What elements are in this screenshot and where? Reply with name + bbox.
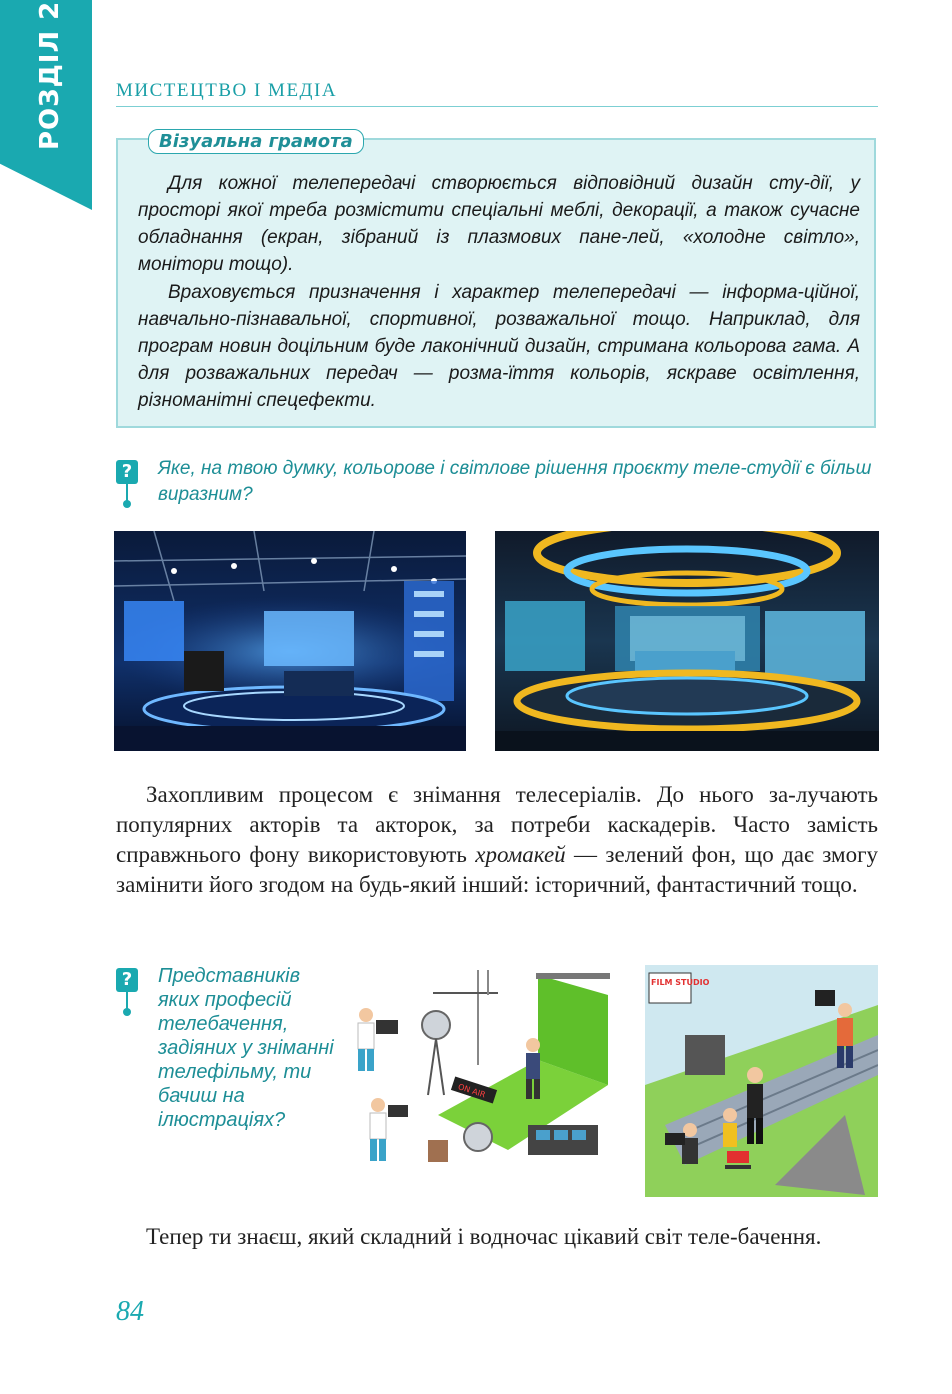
chromakey-term: хромакей xyxy=(475,842,566,867)
page-number: 84 xyxy=(116,1296,144,1327)
studio-photo-yellow xyxy=(495,531,879,751)
question-icon xyxy=(116,460,140,486)
director-chair xyxy=(725,1151,751,1169)
film-studio-label: FILM STUDIO xyxy=(651,978,710,987)
body-paragraph-1 xyxy=(116,780,878,900)
on-air-label: ON AIR xyxy=(456,1082,487,1100)
info-box-label: Візуальна грамота xyxy=(148,129,364,154)
studio-yellow-image xyxy=(495,531,879,751)
info-paragraph-2: Враховується призначення і характер телепередачі — інформа-ційної, навчально-пізнавальної, спортивної, розважальної тощо. Наприклад, для програм новин доцільним буде лаконічний дизайн, стримана кольорова гама. А для розважальних передач — розма-їття кольорів, яскраве освітлення, різноманітні спецефекти. xyxy=(138,282,860,411)
question-1: Яке, на твою думку, кольорове і світлове рішення проєкту теле-студії є більш виразним? xyxy=(158,458,872,505)
running-header: МИСТЕЦТВО І МЕДІА xyxy=(116,80,878,107)
studio-photo-blue xyxy=(114,531,466,751)
body-paragraph-2: Тепер ти знаєш, який складний і водночас цікавий світ теле-бачення. xyxy=(146,1224,822,1249)
question-2: Представників яких професій телебачення, задіяних у зніманні телефільму, ти бачиш на ілюстраціях? xyxy=(158,965,334,1131)
filmstudio-illustration xyxy=(645,965,878,1197)
body-paragraph-1-end: — зелений фон, що дає змогу замінити його згодом на будь-який інший: історичний, фантастичний тощо. xyxy=(116,842,879,897)
question-mark-icon: ? xyxy=(116,968,138,992)
filmstudio-image xyxy=(645,965,878,1197)
woman-figure xyxy=(723,1108,737,1147)
info-paragraph-1: Для кожної телепередачі створюється відповідний дизайн сту-дії, у просторі якої треба розмістити спеціальні меблі, декорації, а також сучасне обладнання (екран, зібраний із плазмових пане-лей, «холодне світло», монітори тощо). xyxy=(138,173,860,275)
question-icon-2 xyxy=(116,968,140,994)
greenscreen-image xyxy=(348,965,616,1197)
body-paragraph-1-start: Захопливим процесом є знімання телесеріалів. До нього за-лучають популярних акторів та акторок, за потреби каскадерів. Часто замість справжнього фону використовують xyxy=(116,782,878,867)
section-tab-label: РОЗДІЛ 2 xyxy=(35,0,65,150)
question-mark-icon: ? xyxy=(116,460,138,484)
studio-blue-image xyxy=(114,531,466,751)
greenscreen-illustration xyxy=(348,965,616,1197)
